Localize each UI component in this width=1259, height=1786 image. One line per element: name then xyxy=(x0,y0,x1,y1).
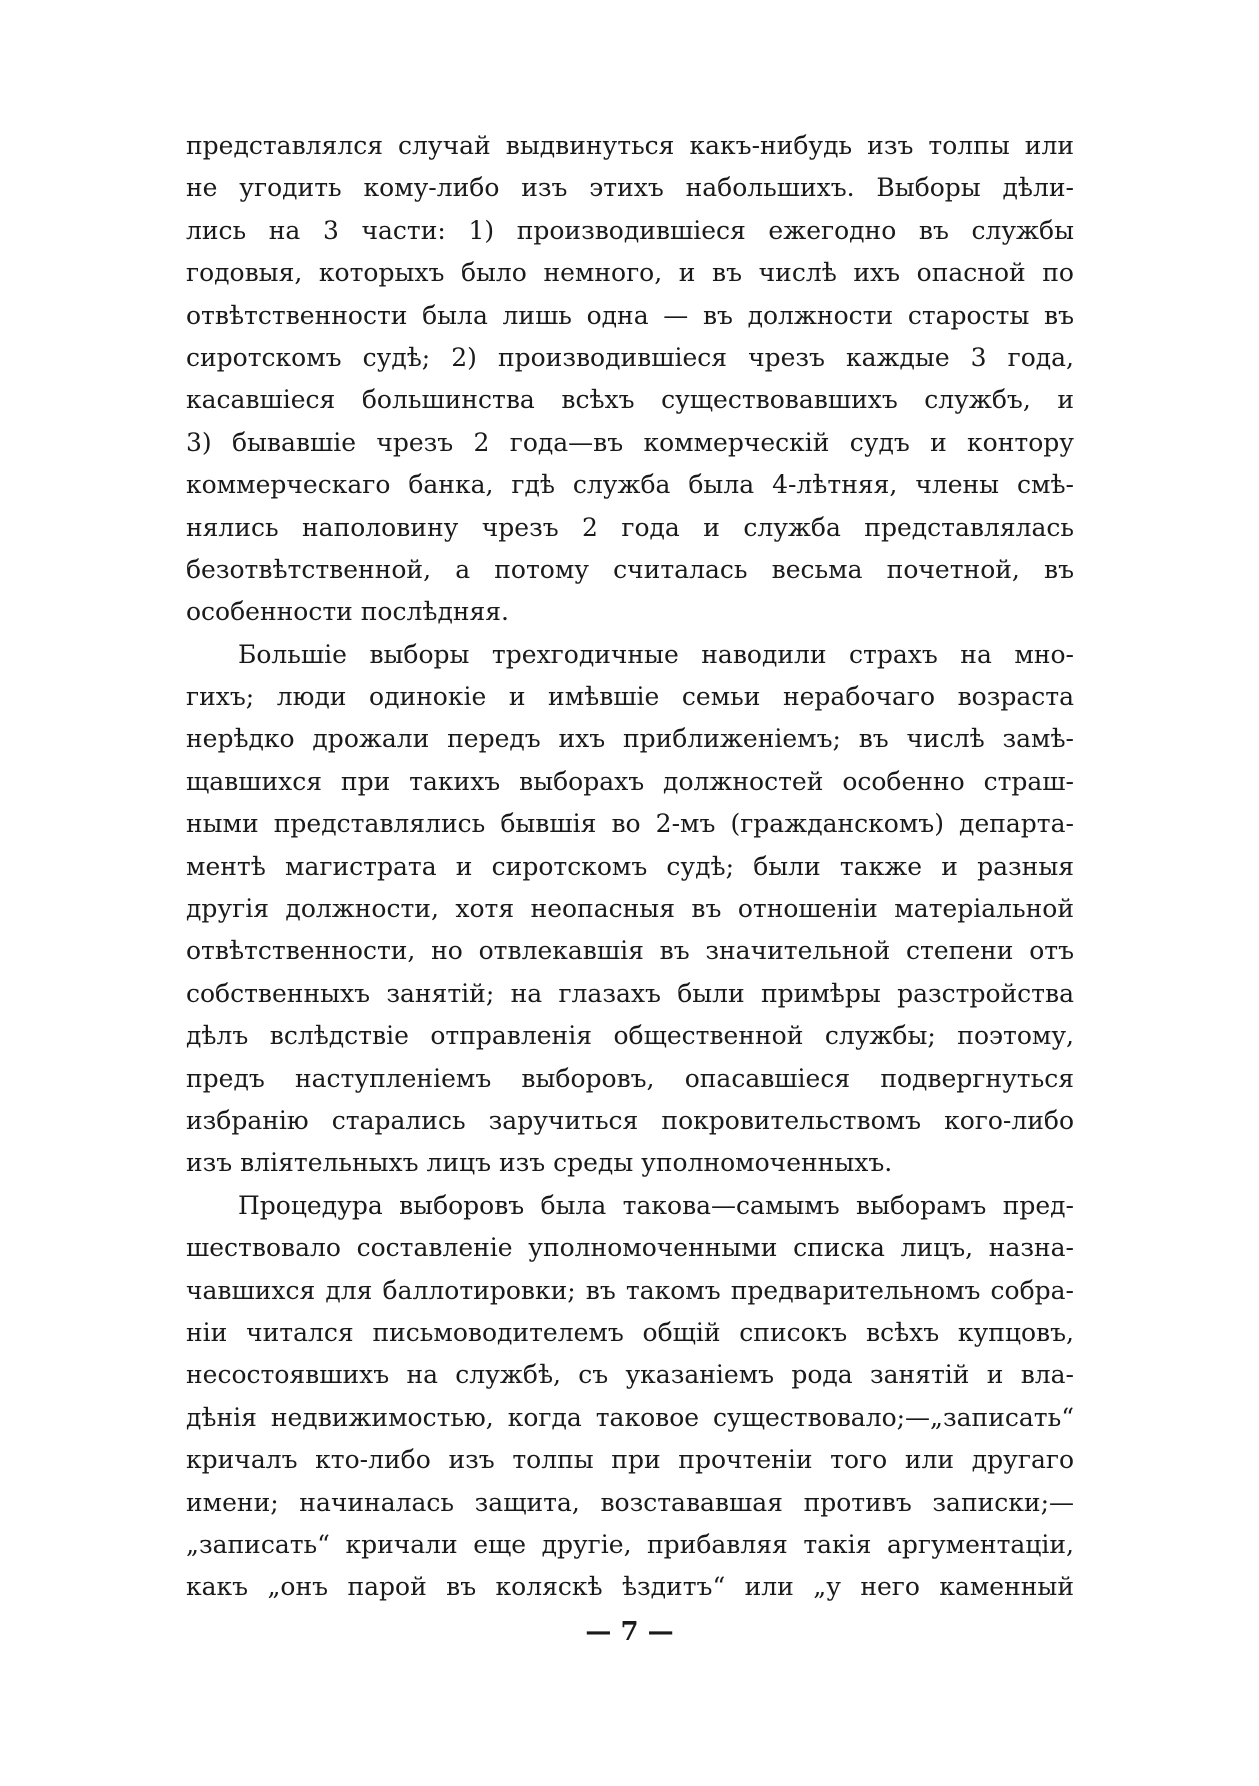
text-line: чавшихся для баллотировки; въ такомъ предварительномъ собра- xyxy=(186,1275,1074,1305)
text-line: какъ „онъ парой въ коляскѣ ѣздитъ“ или „у него каменный xyxy=(186,1572,1074,1602)
text-line: нялись наполовину чрезъ 2 года и служба представлялась xyxy=(186,512,1074,542)
text-line: кричалъ кто-либо изъ толпы при прочтенiи того или другаго xyxy=(186,1445,1074,1475)
text-line: не угодить кому-либо изъ этихъ набольшихъ. Выборы дѣли- xyxy=(186,173,1074,203)
text-line: сиротскомъ судѣ; 2) производившiеся чрезъ каждые 3 года, xyxy=(186,342,1074,372)
text-line: Процедура выборовъ была такова—самымъ выборамъ пред- xyxy=(238,1190,1074,1220)
text-line: годовыя, которыхъ было немного, и въ числѣ ихъ опасной по xyxy=(186,258,1074,288)
text-line: щавшихся при такихъ выборахъ должностей особенно страш- xyxy=(186,766,1074,796)
text-line: коммерческаго банка, гдѣ служба была 4-лѣтняя, члены смѣ- xyxy=(186,470,1074,500)
text-line: 3) бывавшiе чрезъ 2 года—въ коммерческiй судъ и контору xyxy=(186,427,1074,457)
text-line: касавшiеся большинства всѣхъ существовавшихъ службъ, и xyxy=(186,385,1074,415)
text-line: нiи читался письмоводителемъ общiй списокъ всѣхъ купцовъ, xyxy=(186,1317,1074,1347)
text-line: дѣлъ вслѣдствiе отправленiя общественной службы; поэтому, xyxy=(186,1021,1074,1051)
text-line: особенности послѣдняя. xyxy=(186,597,509,627)
text-line: отвѣтственности, но отвлекавшiя въ значительной степени отъ xyxy=(186,936,1074,966)
text-line: ными представлялись бывшiя во 2-мъ (гражданскомъ) департа- xyxy=(186,809,1074,839)
text-line: дѣнiя недвижимостью, когда таковое существовало;—„записать“ xyxy=(186,1402,1074,1432)
text-line: Большiе выборы трехгодичные наводили страхъ на мно- xyxy=(238,639,1074,669)
text-line: безотвѣтственной, а потому считалась весьма почетной, въ xyxy=(186,554,1074,584)
text-line: предъ наступленiемъ выборовъ, опасавшiеся подвергнуться xyxy=(186,1063,1074,1093)
text-line: лись на 3 части: 1) производившiеся ежегодно въ службы xyxy=(186,215,1074,245)
text-line: „записать“ кричали еще другiе, прибавляя такiя аргументацiи, xyxy=(186,1529,1074,1559)
text-line: шествовало составленiе уполномоченными списка лицъ, назна- xyxy=(186,1233,1074,1263)
text-line: нерѣдко дрожали передъ ихъ приближенiемъ; въ числѣ замѣ- xyxy=(186,724,1074,754)
text-line: представлялся случай выдвинуться какъ-нибудь изъ толпы или xyxy=(186,131,1074,160)
text-line: ментѣ магистрата и сиротскомъ судѣ; были также и разныя xyxy=(186,851,1074,881)
text-line: избранiю старались заручиться покровительствомъ кого-либо xyxy=(186,1105,1074,1135)
text-line: другiя должности, хотя неопасныя въ отношенiи матерiальной xyxy=(186,894,1074,924)
body-text xyxy=(186,125,1074,1609)
text-line: имени; начиналась защита, возстававшая противъ записки;— xyxy=(186,1487,1074,1517)
text-line: отвѣтственности была лишь одна — въ должности старосты въ xyxy=(186,300,1074,330)
page-number: — 7 — xyxy=(585,1617,674,1647)
paragraph xyxy=(186,1185,1074,1609)
text-line: несостоявшихъ на службѣ, съ указанiемъ рода занятiй и вла- xyxy=(186,1360,1074,1390)
text-line: гихъ; люди одинокiе и имѣвшiе семьи нерабочаго возраста xyxy=(186,682,1074,712)
paragraph xyxy=(186,634,1074,1185)
text-line: собственныхъ занятiй; на глазахъ были примѣры разстройства xyxy=(186,978,1074,1008)
paragraph xyxy=(186,125,1074,634)
text-line: изъ влiятельныхъ лицъ изъ среды уполномоченныхъ. xyxy=(186,1148,893,1178)
